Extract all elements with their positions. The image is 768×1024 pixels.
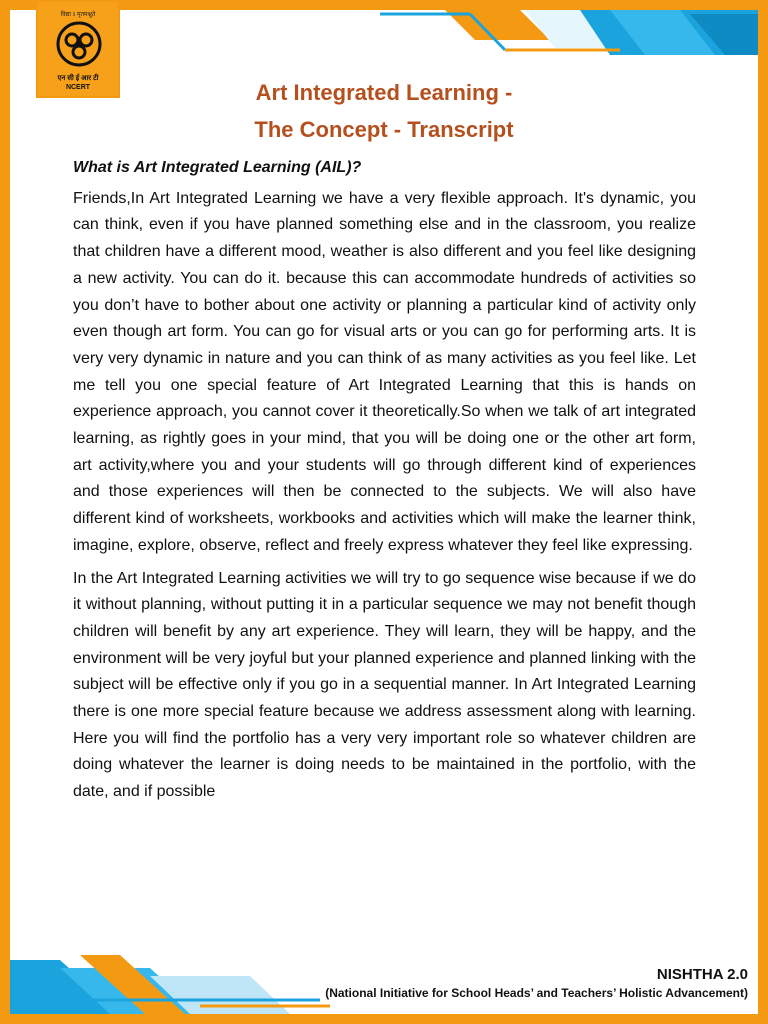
footer-subtitle: (National Initiative for School Heads’ and Teachers’ Holistic Advancement) bbox=[325, 986, 748, 1000]
paragraph-1: Friends,In Art Integrated Learning we have a very flexible approach. It's dynamic, you can think, even if you have planned something else and in the classroom, you realize that children have a different mood, weather is also different and you feel like designing a new activity. You can do it. because this can accommodate hundreds of activities so you don’t have to bother about one activity or planning a particular kind of activity only even though art form. You can go for visual arts or you can go for performing arts. It is very very dynamic in nature and you can think of as many activities as you feel like. Let me tell you one special feature of Art Integrated Learning that this is hands on experience approach, you cannot cover it theoretically.So when we talk of art integrated learning, as rightly goes in your mind, that you will be doing one or the other art form, art activity,where you and your students will go through different kind of experiences and those experiences will then be connected to the subjects. We will also have different kind of worksheets, workbooks and activities which will make the learner think, imagine, explore, observe, reflect and freely express whatever they feel like expressing. bbox=[73, 189, 696, 554]
logo-hindi: एन सी ई आर टी bbox=[57, 75, 99, 82]
transcript-body bbox=[73, 155, 696, 812]
title-line-1: Art Integrated Learning - bbox=[255, 80, 513, 105]
ncert-emblem-icon bbox=[55, 18, 103, 70]
page-title bbox=[0, 74, 768, 148]
footer bbox=[325, 965, 748, 1001]
logo-ncert: NCERT bbox=[65, 84, 91, 91]
footer-title: NISHTHA 2.0 bbox=[656, 966, 748, 983]
title-line-2: The Concept - Transcript bbox=[254, 117, 514, 142]
logo-motto: विद्या ऽ मृतमश्नुते bbox=[60, 12, 96, 18]
paragraph-2: In the Art Integrated Learning activities we will try to go sequence wise because if we do it without planning, without putting it in a particular sequence we may not benefit though children will benefit by any art experience. They will learn, they will be happy, and the environment will be very joyful but your planned experience and planned linking with the subject will be effective only if you go in a sequential manner. In Art Integrated Learning there is one more special feature because we address assessment along with learning. Here you will find the portfolio has a very very important role so whatever children are doing whatever the learner is doing needs to be maintained in the portfolio, with the date, and if possible bbox=[73, 569, 696, 801]
section-question: What is Art Integrated Learning (AIL)? bbox=[73, 159, 362, 176]
